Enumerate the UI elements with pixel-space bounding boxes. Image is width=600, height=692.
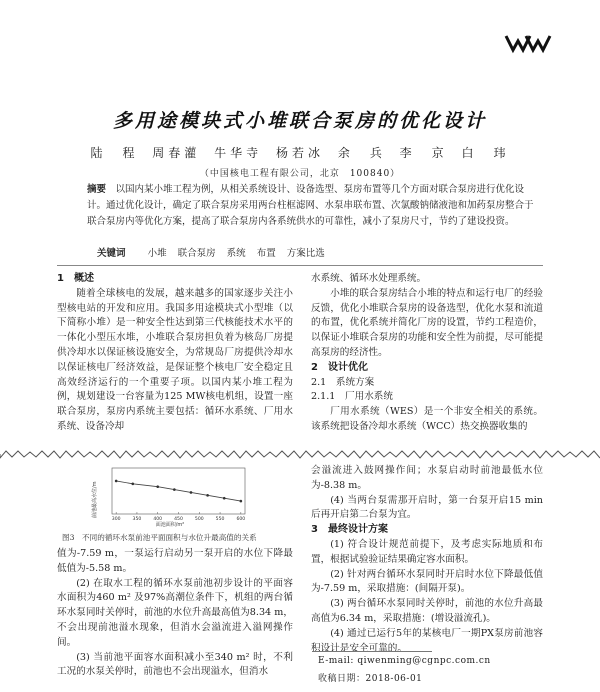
right-column-bottom [311,464,543,654]
chart-data-point [240,500,243,503]
chart-data-point [190,491,193,494]
section-heading: 3 最终设计方案 [311,524,388,536]
header-divider [57,265,543,266]
chart-x-tick-label: 550 [215,517,225,522]
keyword: 小堆 [147,248,167,259]
publisher-logo-icon [504,33,554,53]
chart-data-point [115,480,118,483]
footnote-email: E-mail: qiwenming@cgnpc.com.cn [318,656,491,666]
paragraph: 厂用水系统（WES）是一个非安全相关的系统。该系统把设备冷却水系统（WCC）热交换器收集的 [311,406,543,432]
affiliation: （中国核电工程有限公司，北京 100840） [199,169,401,179]
right-column-top [311,272,543,444]
paragraph: 会溢流进入鼓网操作间；水泵启动时前池最低水位为-8.38 m。 [311,465,543,491]
chart-x-tick-label: 350 [132,517,142,522]
list-item: (3) 两台循环水泵同时关停时，前池的水位升高最高值为6.34 m，采取措施：(增设溢流孔)。 [311,598,543,624]
page-tear-divider [0,446,600,462]
author: 陆 程 [90,146,139,160]
chart-data-point [131,483,134,486]
paragraph: 水系统、循环水处理系统。 [311,273,427,284]
keywords [97,245,325,259]
list-item: (2) 在取水工程的循环水泵前池初步设计的平面容水面积为460 m² 及97%高潮位条件下，机组的两台循环水泵同时关停时，前池的水位升高最高值为8.34 m，不会出现前池溢水现象，但消水会溢流进入溢网操作间。 [57,577,293,648]
paragraph: 随着全球核电的发展，越来越多的国家逐步关注小型核电站的开发和应用。我国多用途模块式小型堆（以下简称小堆）是一种安全性达到第三代核能技术水平的一体化小型压水堆，小堆联合泵房担负着为核岛厂房提供冷却水以保证核设施安全，为常规岛厂房提供冷却水以保证核电厂经济效益，是保证整个核电厂安全稳定且高效经济运行的一个重要子项。以国内某小堆工程为例，规划建设一台容量为125 MW核电机组，设置一座联合泵房，泵房内系统主要包括：循环水系统、厂用水系统、设备冷却 [57,287,293,432]
footnote-received: 收稿日期：2018-06-01 [318,674,423,684]
author: 白 玮 [461,146,510,160]
keyword: 布置 [256,248,276,259]
footnote-divider [312,651,432,652]
chart-data-point [173,488,176,491]
abstract [87,182,534,230]
section-heading: 2 设计优化 [311,361,368,373]
paper-title: 多用途模块式小堆联合泵房的优化设计 [112,110,487,132]
chart-xlabel: 面池面积/m² [155,522,185,528]
author: 李 京 [399,146,448,160]
left-column-bottom [57,547,293,687]
paragraph: 小堆的联合泵房结合小堆的特点和运行电厂的经验反馈，优化小堆联合泵房的设备选型，优化水泵和流道的布置，优化系统并简化厂房的设置，节约工程造价，以保证小堆联合泵房的功能和安全性为前提，尽可能提高泵房的经济性。 [311,287,543,358]
subsection-heading: 2.1 系统方案 [311,376,375,388]
abstract-label: 摘要 [87,184,107,195]
list-item: (3) 当前池平面容水面积减小至340 m² 时，不利工况的水泵关停时，前池也不会出现溢水，但消水 [57,651,293,678]
author: 牛华寺 [214,146,263,160]
chart-x-tick-label: 500 [194,517,204,522]
chart-x-tick-label: 600 [236,517,246,522]
author: 杨若冰 [275,146,324,160]
paragraph: 值为-7.59 m，一泵运行启动另一泵开启的水位下降最低值为-5.58 m。 [57,548,293,574]
chart-data-point [223,497,226,500]
keywords-label: 关键词 [97,248,126,259]
list-item: (1) 符合设计规范前提下，及考虑实际地质和布置，根据试验验证结果确定容水面积。 [311,538,543,565]
left-column-top [57,272,293,444]
chart-ylabel: 前池最高水位/m [92,481,98,518]
subsubsection-heading: 2.1.1 厂用水系统 [311,391,393,403]
list-item: (4) 当两台泵需那开启时，第一台泵开启15 min后再开启第二台泵为宜。 [311,494,543,521]
author: 余 兵 [337,146,386,160]
chart-data-point [206,494,209,497]
author-list [0,144,600,161]
chart-x-tick-label: 300 [111,517,121,522]
chart-x-tick-label: 400 [153,517,163,522]
figure-caption: 图3 不同的循环水泵前池平面面积与水位升最高值的关系 [62,533,257,542]
keyword: 联合泵房 [177,248,216,259]
abstract-text: 以国内某小堆工程为例，从相关系统设计、设备选型、泵房布置等几个方面对联合泵房进行优化设计。通过优化设计，确定了联合泵房采用两台柱框滤网、水泵串联布置、次氯酸钠储液池和加药泵房整合于联合泵房内等优化方案，提高了联合泵房内各系统供水的可靠性，减小了泵房尺寸，节约了建设投资。 [87,184,534,227]
chart-x-tick-label: 450 [174,517,183,522]
chart-frame [112,468,245,514]
author: 周春灌 [152,146,201,160]
list-item: (2) 针对两台循环水泵同时开启时水位下降最低值为-7.59 m，采取措施：(间隔开泵)。 [311,568,543,595]
section-heading: 1 概述 [57,273,94,284]
list-item: (4) 通过已运行5年的某核电厂一期PX泵房前池容积设计是安全可靠的。 [311,627,543,654]
figure-chart [90,464,250,528]
chart-series-line [116,481,241,501]
keyword: 系统 [226,248,246,259]
chart-data-point [156,485,159,488]
keyword: 方案比选 [286,248,325,259]
